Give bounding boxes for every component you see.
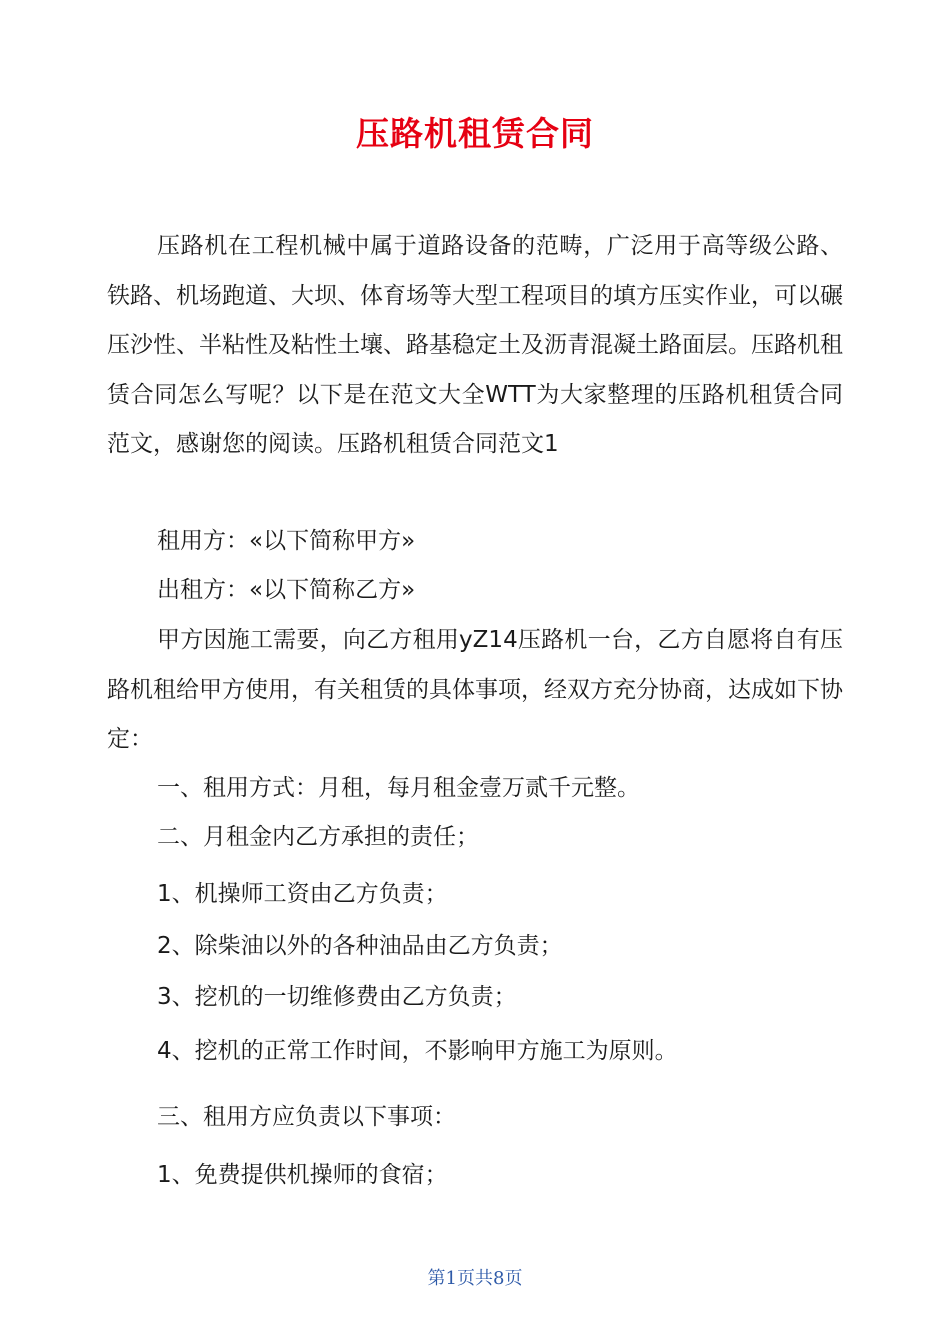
clause-item: 4、挖机的正常工作时间，不影响甲方施工为原则。 — [157, 1038, 678, 1064]
clause-item: 1、机操师工资由乙方负责； — [157, 881, 448, 907]
clause-lessor-duties: 二、月租金内乙方承担的责任； — [157, 824, 479, 850]
clause-lessee-duties: 三、租用方应负责以下事项： — [157, 1104, 456, 1130]
preamble-paragraph: 甲方因施工需要，向乙方租用yZ14压路机一台，乙方自愿将自有压路机租给甲方使用，有关租赁的具体事项，经双方充分协商，达成如下协定： — [107, 627, 843, 752]
intro-paragraph: 压路机在工程机械中属于道路设备的范畴，广泛用于高等级公路、铁路、机场跑道、大坝、体育场等大型工程项目的填方压实作业，可以碾压沙性、半粘性及粘性土壤、路基稳定土及沥青混凝土路面层。压路机租赁合同怎么写呢？以下是在范文大全WTT为大家整理的压路机租赁合同范文，感谢您的阅读。压路机租赁合同范文1 — [107, 233, 843, 457]
page-title: 压路机租赁合同 — [356, 114, 594, 153]
clause-item: 3、挖机的一切维修费由乙方负责； — [157, 984, 517, 1010]
clause-item: 1、免费提供机操师的食宿； — [157, 1162, 448, 1188]
clause-item: 2、除柴油以外的各种油品由乙方负责； — [157, 933, 563, 959]
clause-rent-method: 一、租用方式：月租，每月租金壹万贰千元整。 — [157, 775, 640, 801]
lessee-line: 租用方：«以下简称甲方» — [157, 528, 416, 554]
lessor-line: 出租方：«以下简称乙方» — [157, 577, 416, 603]
page-number: 第1页共8页 — [427, 1268, 523, 1289]
